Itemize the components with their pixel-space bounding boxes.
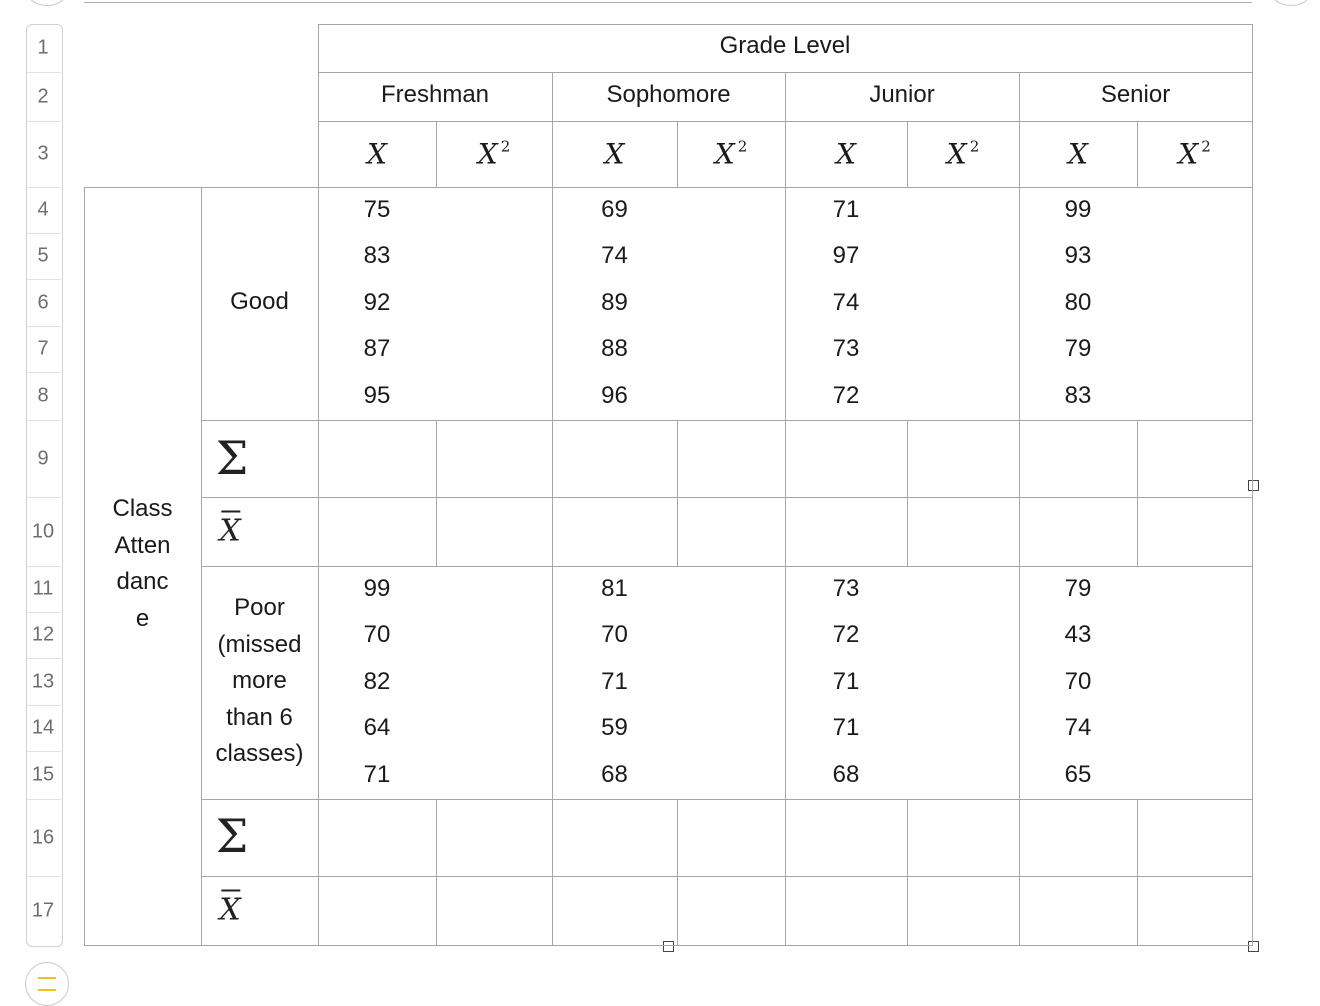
x-squared-base: X [477, 137, 498, 171]
poor-value-cell: 68 [601, 761, 628, 788]
grade-column-divider [785, 72, 786, 946]
poor-value-cell: 71 [601, 667, 628, 695]
poor-row-label-line: more [232, 667, 287, 694]
row-number[interactable]: 15 [31, 763, 55, 786]
class-attendance-label-line: danc [116, 568, 169, 595]
row-number-divider [27, 612, 61, 613]
row-number-divider [27, 420, 61, 421]
x-x2-divider-good-summary [907, 420, 908, 567]
good-value-cell: 93 [1064, 242, 1092, 269]
good-value-cell: 69 [601, 196, 628, 223]
poor-value-cell: 71 [832, 667, 860, 695]
good-value-cell: 95 [363, 382, 391, 409]
column-header-x: X [604, 137, 625, 171]
x-squared-base: X [946, 137, 967, 171]
x-x2-divider-poor-summary [1137, 799, 1138, 946]
poor-sum-bottom [201, 876, 1253, 877]
poor-value-cell: 99 [363, 575, 391, 602]
x-squared-base: X [714, 137, 735, 171]
x-x2-divider-poor-summary [677, 799, 678, 946]
good-value-cell: 83 [1064, 382, 1092, 409]
poor-row-label-line: (missed [217, 630, 302, 658]
poor-value-cell: 71 [363, 761, 391, 788]
row-number-divider [27, 799, 61, 800]
good-value-cell: 74 [601, 242, 628, 269]
top-right-round-button[interactable] [1270, 0, 1312, 6]
grade-column-divider [552, 72, 553, 946]
x-x2-divider-header [436, 121, 437, 188]
row-number-divider [27, 279, 61, 280]
good-value-cell: 92 [363, 288, 391, 316]
column-header-x-squared [478, 138, 510, 171]
poor-row-label-line: than 6 [226, 703, 293, 731]
column-header-x: X [836, 137, 856, 171]
poor-value-cell: 43 [1064, 621, 1092, 648]
row-number[interactable]: 17 [31, 899, 55, 921]
poor-data-bottom [201, 799, 1253, 800]
x-squared-base: X [1178, 137, 1199, 171]
poor-value-cell: 71 [832, 714, 860, 741]
good-value-cell: 88 [601, 335, 628, 362]
class-attendance-label-line: Class [112, 495, 173, 522]
row-number[interactable]: 12 [31, 623, 55, 646]
column-header-x: X [1068, 137, 1088, 171]
row-number[interactable]: 1 [37, 36, 49, 59]
header-bottom-border [84, 187, 1253, 188]
grade-header-junior: Junior [869, 81, 935, 108]
row-number-divider [27, 187, 61, 188]
row-number-divider [27, 876, 61, 877]
good-mean-bottom [201, 566, 1253, 567]
good-value-cell: 89 [601, 288, 628, 316]
poor-value-cell: 65 [1064, 761, 1092, 788]
row-number[interactable]: 4 [37, 198, 49, 221]
x-squared-exponent: 2 [500, 137, 511, 156]
good-value-cell: 99 [1064, 196, 1092, 223]
previous-table-bottom-edge [84, 2, 1252, 3]
sum-symbol-poor: Σ [215, 809, 249, 863]
poor-value-cell: 79 [1064, 575, 1092, 602]
resize-handle-right[interactable] [1248, 480, 1259, 491]
poor-value-cell: 68 [832, 761, 860, 788]
row-number-divider [27, 372, 61, 373]
row-number[interactable]: 13 [31, 670, 55, 692]
x-x2-divider-header [907, 121, 908, 188]
column-header-x-squared [715, 138, 747, 171]
resize-handle-bottom[interactable] [663, 941, 674, 952]
poor-row-label-line: classes) [215, 740, 304, 767]
poor-value-cell: 73 [832, 575, 860, 602]
mean-symbol-good: X [219, 513, 241, 549]
x-x2-divider-good-summary [677, 420, 678, 567]
row-number[interactable]: 14 [31, 716, 55, 739]
poor-row-label [215, 590, 303, 773]
column-header-x-squared [947, 138, 979, 171]
good-value-cell: 71 [832, 196, 860, 223]
row-number-divider [27, 751, 61, 752]
poor-value-cell: 74 [1064, 714, 1092, 741]
grade-level-header: Grade Level [719, 32, 851, 59]
good-value-cell: 72 [832, 382, 860, 409]
grade-header-sophomore: Sophomore [606, 81, 731, 108]
row-number[interactable]: 3 [37, 142, 49, 165]
row-number[interactable]: 16 [31, 826, 55, 848]
label-column-divider [201, 187, 202, 946]
poor-value-cell: 82 [363, 667, 391, 695]
poor-value-cell: 70 [1064, 667, 1092, 695]
good-sum-bottom [201, 497, 1253, 498]
grade-header-freshman: Freshman [380, 81, 490, 108]
menu-icon [38, 977, 56, 991]
table-border-bottom [84, 945, 1253, 946]
row-number[interactable]: 11 [32, 577, 54, 600]
class-attendance-label [112, 491, 172, 637]
good-row-label: Good [230, 288, 289, 315]
row-number[interactable]: 6 [37, 291, 49, 313]
table-border-left [84, 187, 85, 946]
x-x2-divider-poor-summary [436, 799, 437, 946]
table-border-top [318, 24, 1253, 25]
good-data-bottom [201, 420, 1253, 421]
row-number-divider [27, 326, 61, 327]
row-number-divider [27, 658, 61, 659]
poor-value-cell: 59 [601, 714, 628, 741]
sum-symbol-good: Σ [215, 431, 249, 485]
x-squared-exponent: 2 [1201, 137, 1211, 156]
x-x2-divider-poor-summary [907, 799, 908, 946]
good-value-cell: 97 [832, 242, 860, 269]
row-number[interactable]: 10 [31, 520, 55, 542]
class-attendance-label-line: Atten [114, 531, 171, 559]
row-number[interactable]: 7 [37, 337, 49, 360]
x-x2-divider-good-summary [1137, 420, 1138, 567]
row-number-divider [27, 566, 61, 567]
good-value-cell: 96 [601, 382, 628, 409]
good-value-cell: 75 [363, 196, 391, 223]
poor-value-cell: 81 [601, 575, 628, 602]
row-number-divider [27, 233, 61, 234]
row-number[interactable]: 5 [37, 244, 49, 267]
column-header-x: X [367, 137, 387, 171]
row-number[interactable]: 9 [37, 447, 49, 469]
top-left-round-button[interactable] [26, 0, 68, 6]
poor-value-cell: 70 [363, 621, 391, 648]
resize-handle-corner[interactable] [1248, 941, 1259, 952]
row-number-divider [27, 705, 61, 706]
table-border-right [1252, 24, 1253, 946]
good-value-cell: 80 [1064, 288, 1092, 316]
good-value-cell: 73 [832, 335, 860, 362]
good-value-cell: 83 [363, 242, 391, 269]
table-menu-button[interactable] [25, 962, 69, 1006]
poor-value-cell: 70 [601, 621, 628, 648]
poor-row-label-line: Poor [234, 594, 285, 621]
x-x2-divider-header [1137, 121, 1138, 188]
poor-value-cell: 64 [363, 714, 391, 741]
row-number-divider [27, 72, 61, 73]
good-value-cell: 79 [1064, 335, 1092, 362]
grade-header-senior: Senior [1100, 81, 1171, 108]
x-squared-exponent: 2 [969, 137, 980, 156]
row-number-divider [27, 497, 61, 498]
mean-symbol-poor: X [219, 892, 241, 928]
data-region-left [318, 24, 319, 946]
good-value-cell: 74 [832, 288, 860, 316]
good-value-cell: 87 [363, 335, 391, 362]
row-number[interactable]: 2 [37, 85, 49, 107]
x-x2-divider-good-summary [436, 420, 437, 567]
row-number[interactable]: 8 [37, 384, 49, 407]
x-x2-divider-header [677, 121, 678, 188]
class-attendance-label-line: e [135, 604, 150, 632]
x-squared-exponent: 2 [737, 137, 748, 156]
poor-value-cell: 72 [832, 621, 860, 648]
grade-column-divider [1019, 72, 1020, 946]
row-number-divider [27, 121, 61, 122]
column-header-x-squared [1178, 138, 1210, 171]
